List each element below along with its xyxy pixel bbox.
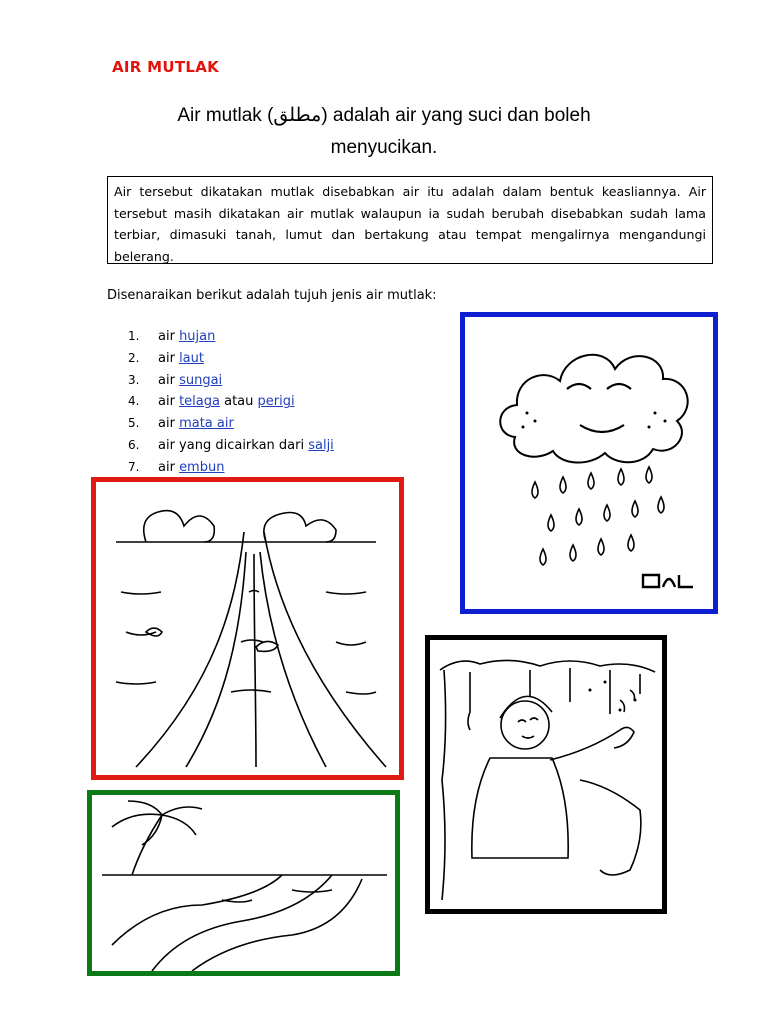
explanation-box	[107, 176, 713, 264]
river-illustration-frame	[91, 477, 404, 780]
explanation-text: Air tersebut dikatakan mutlak disebabkan air itu adalah dalam bentuk keasliannya. Air tersebut masih dikatakan air mutlak walaupun ia sudah berubah disebabkan sudah lama terbiar, dimasuki tanah, lumut dan bertakung atau tempat mengalirnya mengandungi belerang.	[114, 184, 706, 264]
intro-paragraph	[110, 100, 658, 164]
link-laut[interactable]: laut	[179, 350, 204, 366]
intro-line-2: menyucikan.	[330, 137, 438, 158]
link-salji[interactable]: salji	[308, 437, 334, 453]
list-item: 2. air laut	[128, 350, 204, 366]
list-item: 5. air mata air	[128, 416, 234, 432]
link-hujan[interactable]: hujan	[179, 329, 216, 344]
list-item: 3. air sungai	[128, 372, 223, 388]
river-icon	[96, 482, 399, 775]
list-item: 6. air yang dicairkan dari salji	[128, 437, 334, 453]
child-icicles-icon	[430, 640, 662, 909]
list-item: 4. air telaga atau perigi	[128, 394, 295, 410]
water-types-list	[128, 326, 334, 479]
link-telaga[interactable]: telaga	[179, 394, 220, 410]
list-item: 1. air hujan	[128, 329, 216, 344]
page-title: AIR MUTLAK	[112, 58, 220, 76]
snow-illustration-frame	[425, 635, 667, 914]
list-intro: Disenaraikan berikut adalah tujuh jenis air mutlak:	[107, 288, 437, 303]
link-perigi[interactable]: perigi	[257, 394, 295, 410]
intro-line-1: Air mutlak (مطلق) adalah air yang suci dan boleh	[177, 105, 591, 126]
link-sungai[interactable]: sungai	[179, 372, 223, 388]
sea-illustration-frame	[87, 790, 400, 976]
list-item: 7. air embun	[128, 459, 225, 475]
link-embun[interactable]: embun	[179, 459, 225, 475]
beach-icon	[92, 795, 395, 971]
rain-illustration-frame	[460, 312, 718, 614]
rain-cloud-icon	[465, 317, 713, 609]
link-mata-air[interactable]: mata air	[179, 416, 234, 432]
